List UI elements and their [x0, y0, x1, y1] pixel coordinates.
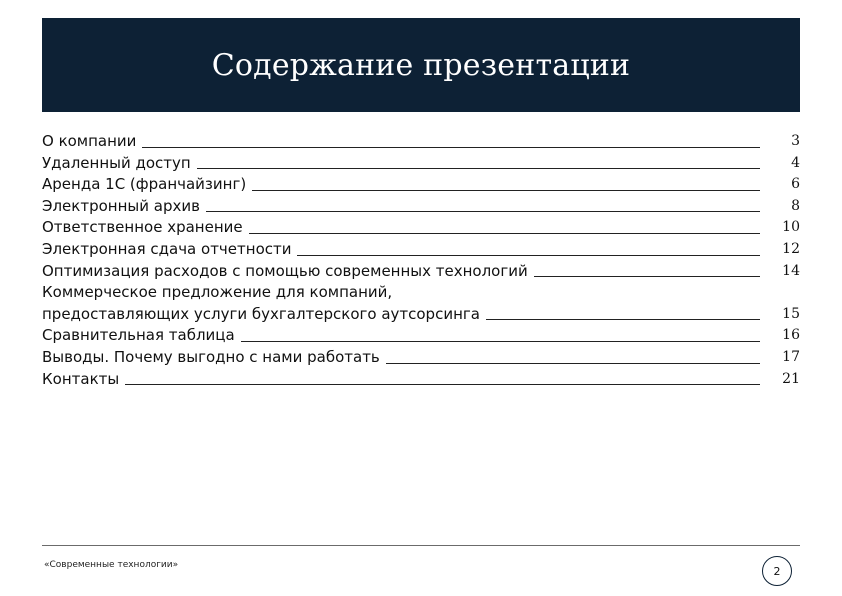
toc-leader-line	[142, 147, 760, 148]
toc-item-label: Электронная сдача отчетности	[42, 239, 292, 258]
toc-item[interactable]	[42, 196, 800, 218]
toc-item[interactable]	[42, 153, 800, 175]
toc-item[interactable]	[42, 174, 800, 196]
toc-leader-line	[386, 363, 760, 364]
toc-item-page: 17	[782, 348, 800, 365]
table-of-contents	[42, 131, 800, 390]
page-title: Содержание презентации	[211, 47, 631, 83]
toc-item-page: 10	[782, 219, 800, 236]
toc-item-page: 8	[791, 197, 800, 214]
toc-item-label: Удаленный доступ	[42, 153, 191, 172]
toc-leader-line	[206, 211, 760, 212]
footer-company-name: «Современные технологии»	[44, 560, 179, 570]
toc-item-label: Контакты	[42, 369, 120, 388]
toc-leader-line	[241, 341, 760, 342]
toc-item-page: 14	[782, 262, 800, 279]
toc-item-label: Оптимизация расходов с помощью современных технологий	[42, 261, 528, 280]
toc-item-page: 12	[782, 240, 800, 257]
toc-leader-line	[486, 319, 760, 320]
toc-leader-line	[534, 276, 760, 277]
toc-item[interactable]	[42, 239, 800, 261]
toc-item-label: Выводы. Почему выгодно с нами работать	[42, 347, 380, 366]
toc-item-page: 6	[791, 176, 800, 193]
toc-item-label: О компании	[42, 132, 137, 150]
toc-item[interactable]	[42, 347, 800, 369]
toc-item[interactable]	[42, 325, 800, 347]
toc-item-page: 15	[782, 305, 800, 322]
toc-item[interactable]	[42, 282, 800, 325]
toc-item[interactable]	[42, 369, 800, 391]
toc-item-page: 16	[782, 327, 800, 344]
page-number-badge: 2	[762, 556, 792, 586]
toc-item-page: 4	[791, 154, 800, 171]
toc-leader-line	[125, 384, 760, 385]
title-banner	[42, 18, 800, 112]
toc-item-label: Электронный архив	[42, 196, 200, 215]
toc-item[interactable]	[42, 131, 800, 153]
footer-divider	[42, 545, 800, 546]
toc-item-page: 3	[791, 133, 800, 149]
toc-item[interactable]	[42, 217, 800, 239]
toc-leader-line	[249, 233, 760, 234]
toc-item-page: 21	[782, 370, 800, 387]
toc-leader-line	[252, 190, 760, 191]
toc-leader-line	[297, 255, 760, 256]
toc-item-label: Аренда 1С (франчайзинг)	[42, 175, 247, 194]
toc-item-label: Ответственное хранение	[42, 218, 243, 237]
toc-item-label: Коммерческое предложение для компаний, предоставляющих услуги бухгалтерского аутсорсинга	[42, 283, 480, 323]
toc-leader-line	[197, 168, 760, 169]
toc-item[interactable]	[42, 261, 800, 283]
toc-item-label: Сравнительная таблица	[42, 326, 235, 345]
